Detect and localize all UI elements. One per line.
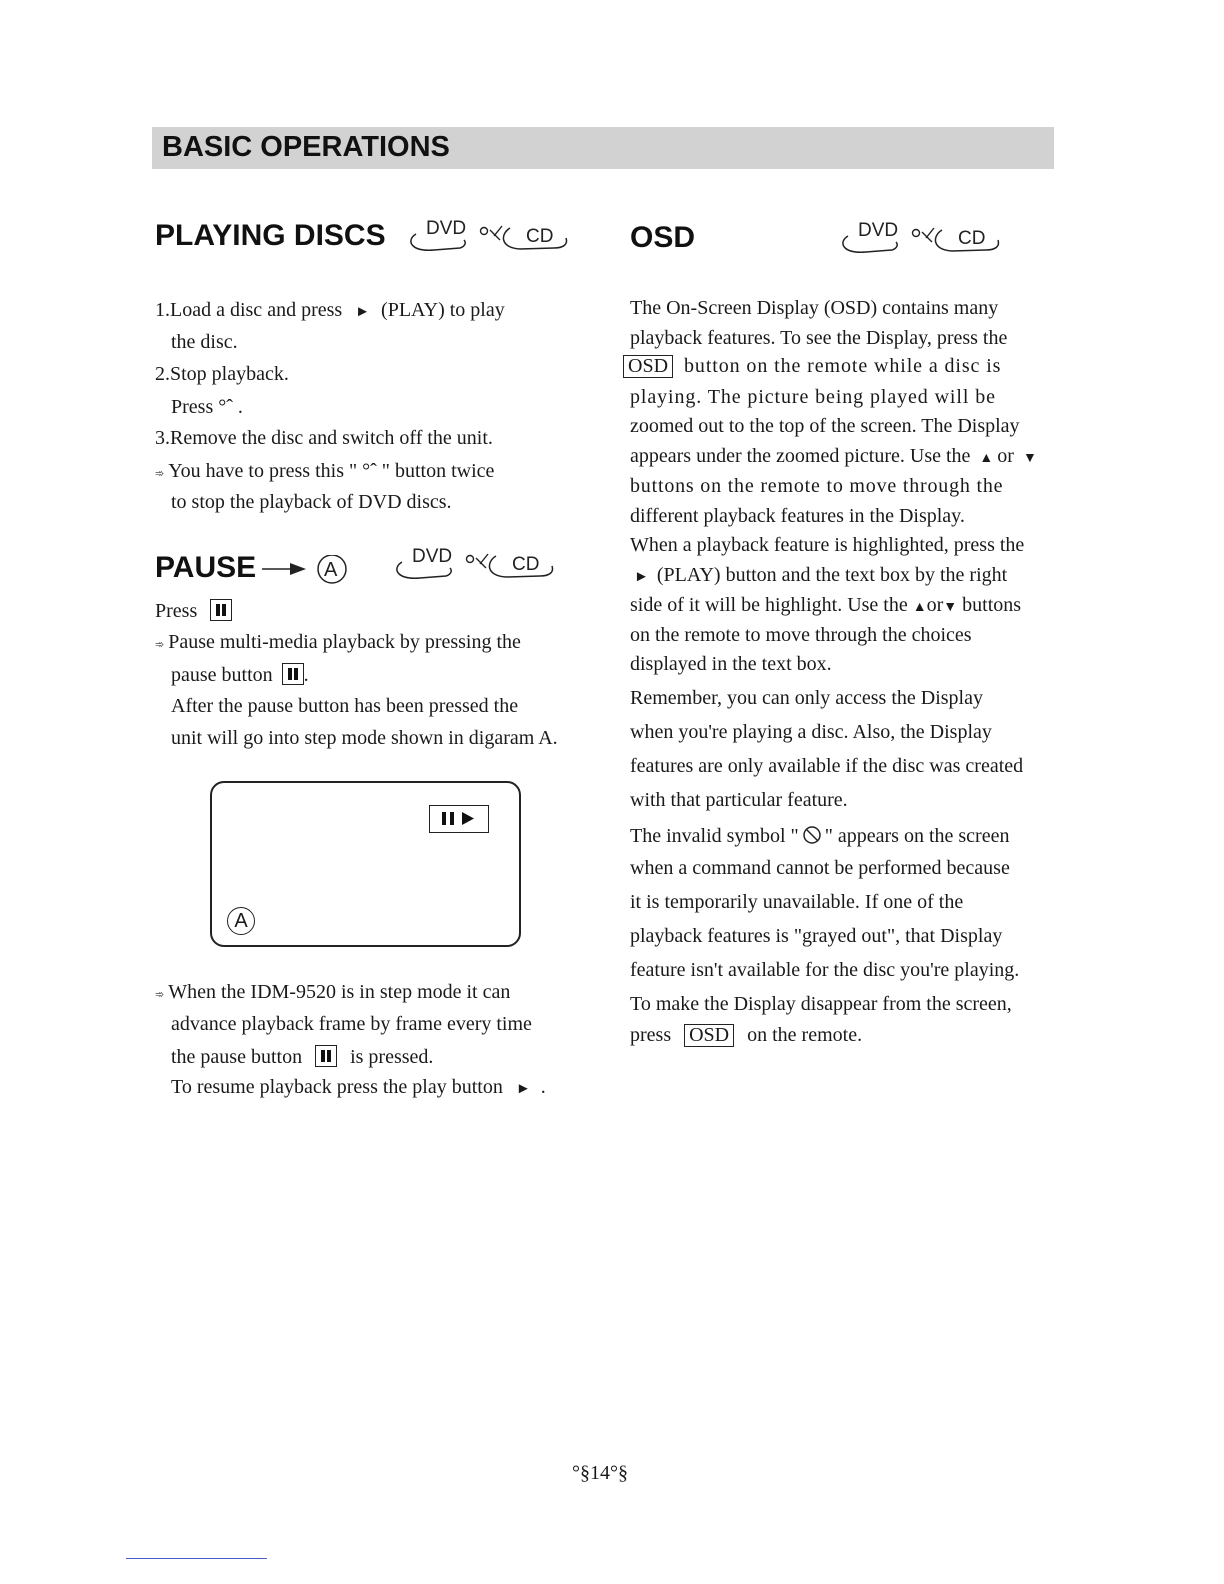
invalid-symbol-text: The invalid symbol " xyxy=(630,825,799,847)
or-text: or xyxy=(926,594,944,616)
stop-note-cont: to stop the playback of DVD discs. xyxy=(171,491,452,513)
note-arrow-icon: ➾ xyxy=(155,989,165,1001)
resume-line: To resume playback press the play button ► . xyxy=(171,1076,546,1098)
diagram-ref-letter: A xyxy=(324,559,338,581)
pause-key-icon xyxy=(315,1045,337,1067)
pause-key-icon xyxy=(210,599,232,621)
step-2-press: Press °ˆ . xyxy=(171,396,243,418)
note-arrow-icon: ➾ xyxy=(155,639,165,651)
osd-line-22: feature isn't available for the disc you're playing. xyxy=(630,959,1020,981)
osd-line-17: with that particular feature. xyxy=(630,789,848,811)
osd-heading: OSD xyxy=(630,221,696,254)
osd-line-16: features are only available if the disc was created xyxy=(630,755,1024,777)
pause-play-indicator xyxy=(429,805,489,833)
pause-diagram-ref xyxy=(262,555,352,592)
osd-line-8: different playback features in the Display. xyxy=(630,505,965,527)
pause-press-line xyxy=(155,599,232,621)
section-banner xyxy=(152,127,1054,169)
osd-line-7: buttons on the remote to move through the xyxy=(630,475,1004,497)
press-text: Press xyxy=(155,600,198,622)
cd-label: CD xyxy=(958,228,986,249)
step-mode-note-line-2: advance playback frame by frame every time xyxy=(171,1013,532,1035)
on-remote-text: on the remote. xyxy=(747,1024,863,1046)
osd-line-11-text: side of it will be highlight. Use the xyxy=(630,594,908,616)
pause-note-line-4: unit will go into step mode shown in digaram A. xyxy=(171,727,558,749)
dvd-label: DVD xyxy=(412,546,453,567)
down-arrow-icon: ▼ xyxy=(1022,451,1037,466)
is-pressed-text: is pressed. xyxy=(350,1046,434,1068)
osd-line-18 xyxy=(630,824,1009,850)
resume-text: To resume playback press the play button xyxy=(171,1076,503,1098)
pause-key-icon xyxy=(282,663,304,685)
dvd-cd-badge xyxy=(404,212,576,265)
dvd-label: DVD xyxy=(858,220,899,241)
osd-line-14: Remember, you can only access the Display xyxy=(630,687,983,709)
osd-line-21: playback features is "grayed out", that Display xyxy=(630,925,1003,947)
osd-line-9: When a playback feature is highlighted, press the xyxy=(630,534,1025,556)
pause-note-line-2: pause button . xyxy=(171,664,309,686)
section-title: BASIC OPERATIONS xyxy=(162,131,450,163)
stop-note-text: You have to press this " °ˆ " button twice xyxy=(168,460,495,482)
osd-line-5: zoomed out to the top of the screen. The Display xyxy=(630,415,1020,437)
press-text: press xyxy=(630,1024,672,1046)
note-arrow-icon: ➾ xyxy=(155,468,165,480)
osd-line-10-text: (PLAY) button and the text box by the right xyxy=(656,564,1008,586)
dvd-cd-badge xyxy=(390,540,562,593)
osd-line-3-text: button on the remote while a disc is xyxy=(684,355,1002,377)
pause-button-text: pause button xyxy=(171,664,273,686)
step-1-cont: the disc. xyxy=(171,331,238,353)
osd-key-label: OSD xyxy=(684,1024,734,1047)
pause-button-text: the pause button xyxy=(171,1046,303,1068)
step-2-line: 2.Stop playback. xyxy=(155,363,289,385)
up-arrow-icon: ▲ xyxy=(979,451,994,466)
stop-note-line xyxy=(155,461,494,481)
osd-line-13: displayed in the text box. xyxy=(630,653,832,675)
diagram-a-label: A xyxy=(227,907,255,935)
osd-key-label: OSD xyxy=(623,355,673,378)
cd-label: CD xyxy=(526,226,554,247)
osd-line-6-text: appears under the zoomed picture. Use the xyxy=(630,445,971,467)
osd-line-6 xyxy=(630,446,1037,466)
pause-note-line xyxy=(155,632,521,652)
pause-heading: PAUSE xyxy=(155,551,257,584)
appears-text: " appears on the screen xyxy=(824,825,1010,847)
osd-line-15: when you're playing a disc. Also, the Display xyxy=(630,721,992,743)
or-text: or xyxy=(997,445,1014,467)
pause-note-line-3: After the pause button has been pressed the xyxy=(171,695,519,717)
step-mode-note-line-3 xyxy=(171,1045,433,1067)
step-1-line xyxy=(155,300,505,320)
page-number: °§14°§ xyxy=(572,1462,628,1484)
step-3-line: 3.Remove the disc and switch off the unit. xyxy=(155,427,493,449)
step-mode-note-line xyxy=(155,982,510,1002)
playing-discs-heading: PLAYING DISCS xyxy=(155,219,386,252)
osd-line-10 xyxy=(634,565,1007,585)
invalid-symbol-icon xyxy=(801,824,823,850)
cd-label: CD xyxy=(512,554,540,575)
play-icon: ► xyxy=(634,569,649,585)
osd-line-24 xyxy=(630,1024,862,1047)
up-arrow-icon: ▲ xyxy=(912,600,927,615)
step-mode-diagram xyxy=(210,781,521,947)
buttons-text: buttons xyxy=(962,594,1022,616)
osd-line-1: The On-Screen Display (OSD) contains many xyxy=(630,297,999,319)
osd-line-12: on the remote to move through the choices xyxy=(630,624,972,646)
dvd-label: DVD xyxy=(426,218,467,239)
play-icon: ► xyxy=(355,304,371,320)
osd-line-11 xyxy=(630,595,1021,615)
step-1-text: 1.Load a disc and press xyxy=(155,299,343,321)
footer-rule xyxy=(126,1558,267,1559)
down-arrow-icon: ▼ xyxy=(943,600,958,615)
osd-line-23: To make the Display disappear from the screen, xyxy=(630,993,1012,1015)
osd-line-19: when a command cannot be performed because xyxy=(630,857,1010,879)
dvd-cd-badge xyxy=(836,214,1008,267)
osd-line-20: it is temporarily unavailable. If one of the xyxy=(630,891,964,913)
step-1-play-text: (PLAY) to play xyxy=(381,299,505,321)
pause-note-text: Pause multi-media playback by pressing the xyxy=(168,631,521,653)
osd-line-3 xyxy=(623,355,1001,378)
osd-line-4: playing. The picture being played will be xyxy=(630,386,996,408)
step-mode-note-text: When the IDM-9520 is in step mode it can xyxy=(168,981,511,1003)
play-icon: ► xyxy=(515,1081,531,1097)
osd-line-2: playback features. To see the Display, press the xyxy=(630,327,1008,349)
